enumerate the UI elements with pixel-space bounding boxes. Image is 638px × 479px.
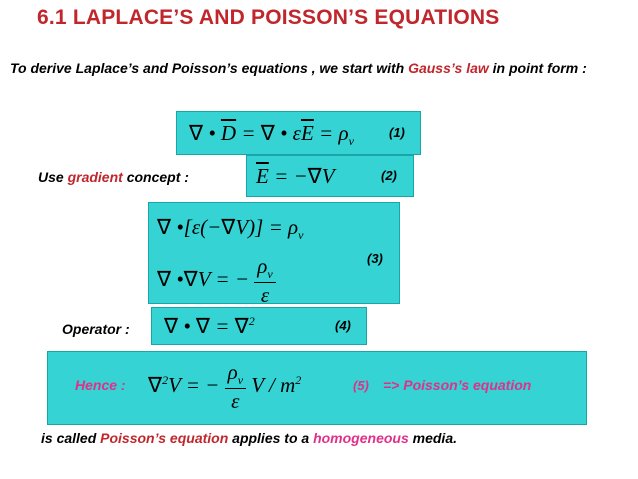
equation-1-box: [176, 111, 421, 155]
bottom-part2: applies to a: [228, 430, 314, 446]
bottom-homogeneous: homogeneous: [313, 430, 409, 446]
gradient-part1: Use: [38, 169, 68, 185]
equation-5-box: [47, 351, 587, 425]
equation-4: ∇ • ∇ = ∇$^2$: [164, 314, 255, 338]
poisson-arrow-text: => Poisson’s equation: [383, 377, 532, 393]
bottom-part1: is called: [41, 430, 101, 446]
intro-text: [10, 58, 610, 79]
gradient-word: gradient: [67, 169, 123, 185]
equation-5-number: (5): [353, 378, 369, 393]
gradient-label: [38, 169, 189, 185]
equation-4-box: [151, 307, 367, 345]
equation-1-number: (1): [389, 125, 405, 140]
equation-2: $\overline{E} = -\nabla V$: [256, 164, 335, 188]
intro-part1: To derive Laplace’s and Poisson’s equations , we start with: [10, 60, 409, 76]
page-title: 6.1 LAPLACE’S AND POISSON’S EQUATIONS: [37, 6, 500, 29]
equation-4-number: (4): [335, 318, 351, 333]
equation-2-number: (2): [381, 168, 397, 183]
hence-label: Hence :: [75, 377, 126, 393]
equation-2-box: [246, 155, 414, 197]
equation-3a: ∇ •[ε(−∇V)] = $\rho_v$: [157, 215, 304, 243]
intro-part2: in point form :: [488, 60, 587, 76]
equation-5: ∇$^2$V = − $\frac{\rho_v}{\varepsilon}$ V / $m^2$: [148, 360, 302, 414]
intro-gauss-law: Gauss’s law: [408, 60, 489, 76]
equation-3-box: [148, 202, 400, 308]
operator-label: Operator :: [62, 321, 130, 337]
equation-1: ∇ • $\overline{D}$ = ∇ • $\varepsilon\overline{E} = \rho_v$: [189, 121, 354, 149]
equation-3-number: (3): [367, 251, 383, 266]
fraction-rho-eps-2: $\frac{\rho_v}{\varepsilon}$: [225, 360, 246, 414]
bottom-poisson: Poisson’s equation: [100, 430, 229, 446]
equation-3b: ∇ •∇V = − $\frac{\rho_v}{\varepsilon}$: [157, 254, 276, 308]
gradient-part2: concept :: [122, 169, 189, 185]
bottom-text: [41, 430, 457, 446]
fraction-rho-eps: $\frac{\rho_v}{\varepsilon}$: [254, 254, 275, 308]
bottom-part3: media.: [408, 430, 457, 446]
